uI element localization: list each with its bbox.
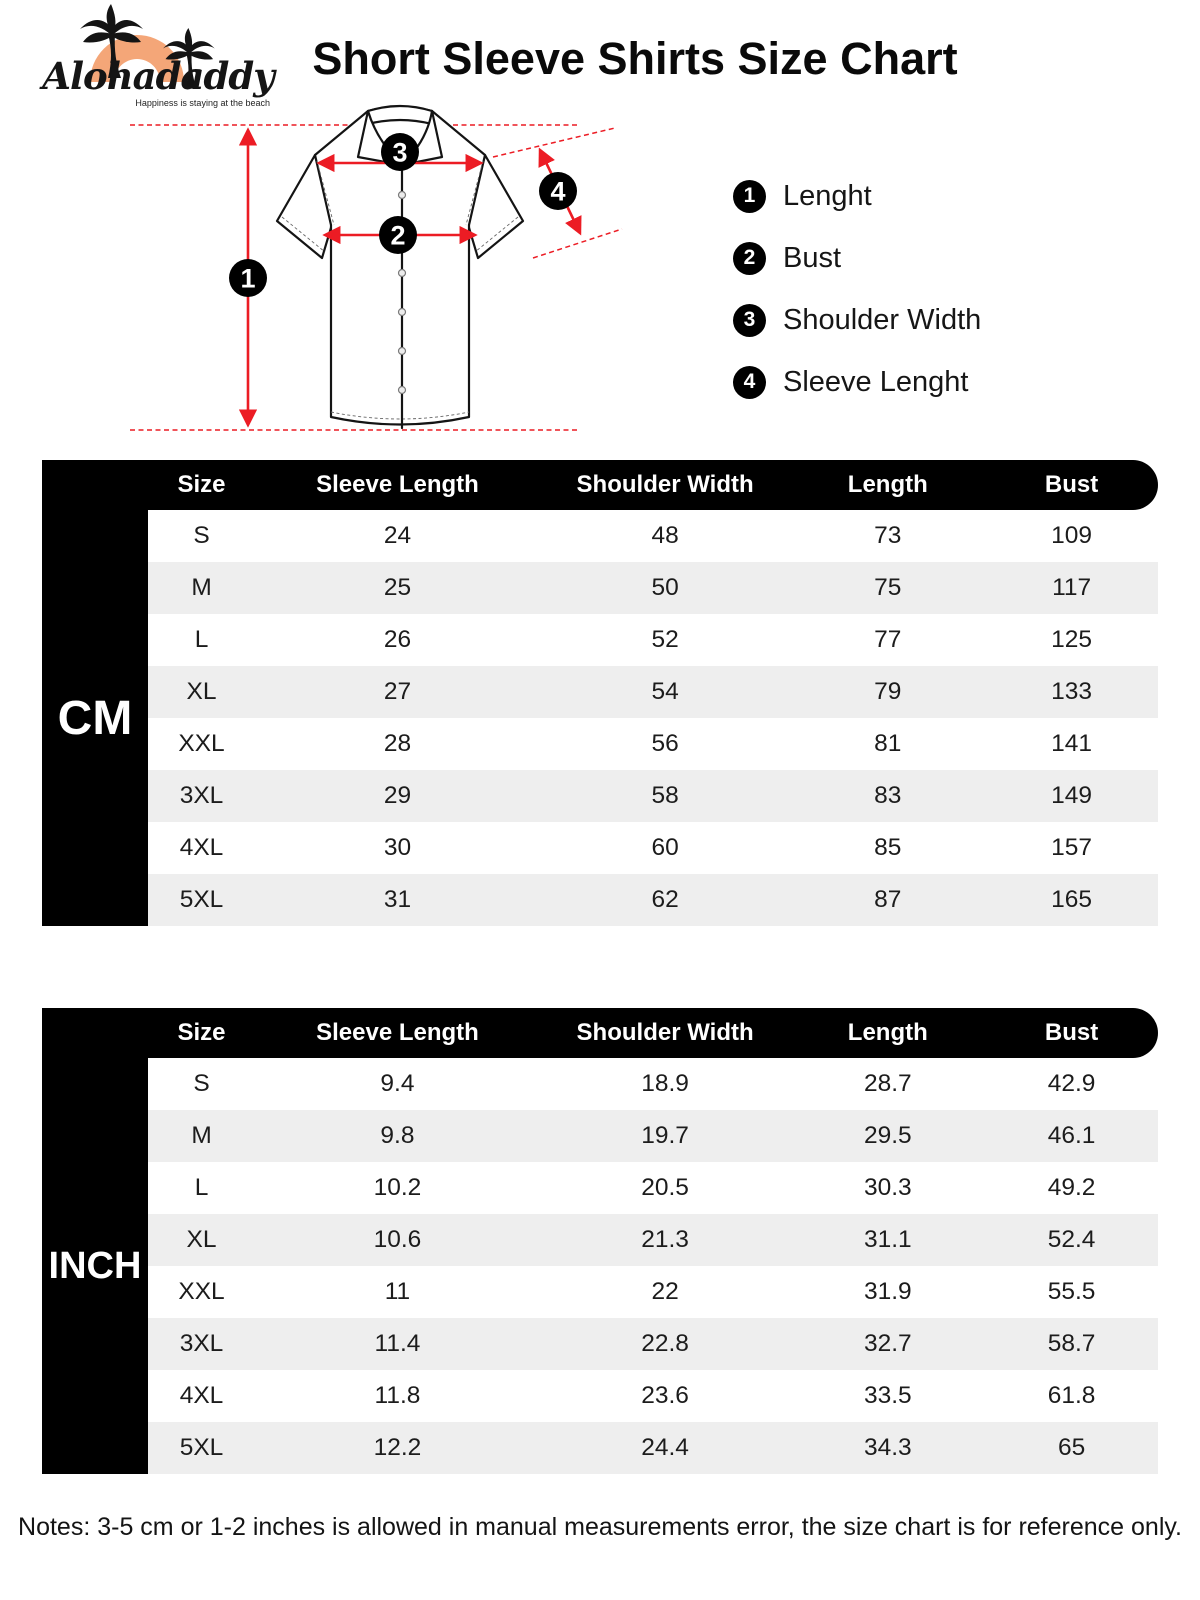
table-cell: 31.1 bbox=[863, 1226, 912, 1253]
button-icon bbox=[399, 270, 406, 277]
button-icon bbox=[399, 192, 406, 199]
table-row bbox=[148, 718, 1158, 770]
legend-badge-2: 2 bbox=[733, 242, 766, 275]
legend-item-sleeve-length bbox=[733, 364, 981, 400]
table-row bbox=[148, 1370, 1158, 1422]
sleeve-guide-line bbox=[493, 128, 615, 157]
table-cell: 109 bbox=[1051, 522, 1093, 549]
brand-name: Alohadaddy bbox=[42, 54, 274, 98]
table-cell: 149 bbox=[1051, 782, 1093, 809]
table-cell: 21.3 bbox=[641, 1226, 689, 1253]
table-cell: 58.7 bbox=[1047, 1330, 1096, 1357]
column-header: Length bbox=[847, 471, 928, 498]
table-cell: 117 bbox=[1052, 574, 1092, 601]
notes-text: Notes: 3-5 cm or 1-2 inches is allowed in manual measurements error, the size chart is for reference only. bbox=[18, 1513, 1182, 1541]
table-row bbox=[148, 1162, 1158, 1214]
table-row bbox=[148, 1422, 1158, 1474]
table-cell: 157 bbox=[1051, 834, 1093, 861]
measure-badge-2 bbox=[379, 216, 417, 254]
table-cell: L bbox=[194, 626, 209, 653]
legend-item-length bbox=[733, 178, 981, 214]
table-row bbox=[148, 822, 1158, 874]
page-title: Short Sleeve Shirts Size Chart bbox=[312, 33, 958, 84]
legend-label: Lenght bbox=[783, 179, 872, 212]
table-cell: 60 bbox=[651, 834, 679, 861]
table-cell: 79 bbox=[874, 678, 902, 705]
table-cell: 18.9 bbox=[641, 1070, 689, 1097]
table-cell: 55.5 bbox=[1047, 1278, 1096, 1305]
cm-table-rows bbox=[148, 510, 1158, 926]
table-cell: 3XL bbox=[179, 1330, 224, 1357]
svg-text:4: 4 bbox=[550, 176, 566, 207]
table-cell: 81 bbox=[874, 730, 902, 757]
table-cell: 133 bbox=[1051, 678, 1093, 705]
table-cell: M bbox=[191, 574, 212, 601]
legend-badge-3: 3 bbox=[733, 304, 766, 337]
table-row bbox=[148, 874, 1158, 926]
table-cell: 23.6 bbox=[641, 1382, 689, 1409]
table-cell: 42.9 bbox=[1047, 1070, 1096, 1097]
table-cell: 50 bbox=[651, 574, 679, 601]
table-cell: M bbox=[191, 1122, 212, 1149]
column-header: Shoulder Width bbox=[576, 471, 754, 498]
table-row bbox=[148, 614, 1158, 666]
table-cell: 125 bbox=[1051, 626, 1093, 653]
table-cell: 34.3 bbox=[863, 1434, 912, 1461]
table-cell: 22.8 bbox=[641, 1330, 689, 1357]
table-cell: XL bbox=[186, 1226, 217, 1253]
table-row bbox=[148, 666, 1158, 718]
table-cell: 31 bbox=[383, 886, 412, 913]
inch-table-rows bbox=[148, 1058, 1158, 1474]
column-header: Bust bbox=[1044, 471, 1099, 498]
table-cell: 54 bbox=[651, 678, 679, 705]
legend-label: Sleeve Lenght bbox=[783, 365, 969, 398]
table-row bbox=[148, 1318, 1158, 1370]
button-icon bbox=[399, 387, 406, 394]
table-row bbox=[148, 1058, 1158, 1110]
measure-badge-4 bbox=[539, 172, 577, 210]
inch-size-table bbox=[42, 1008, 1158, 1474]
table-cell: 27 bbox=[383, 678, 412, 705]
brand-tagline: Happiness is staying at the beach bbox=[135, 98, 270, 108]
column-header: Bust bbox=[1044, 1019, 1099, 1046]
column-header: Length bbox=[847, 1019, 928, 1046]
table-cell: 20.5 bbox=[641, 1174, 689, 1201]
table-cell: 46.1 bbox=[1047, 1122, 1096, 1149]
cm-size-table bbox=[42, 460, 1158, 926]
table-cell: 29.5 bbox=[863, 1122, 912, 1149]
table-cell: 30 bbox=[383, 834, 412, 861]
inch-table-header-row bbox=[42, 1008, 1158, 1058]
table-cell: 56 bbox=[651, 730, 679, 757]
table-cell: XL bbox=[186, 678, 217, 705]
table-cell: 5XL bbox=[179, 886, 224, 913]
table-row bbox=[148, 562, 1158, 614]
table-cell: 85 bbox=[874, 834, 902, 861]
table-cell: 12.2 bbox=[373, 1434, 422, 1461]
table-cell: 26 bbox=[383, 626, 412, 653]
table-cell: 11.4 bbox=[374, 1330, 421, 1357]
table-cell: 33.5 bbox=[863, 1382, 912, 1409]
table-cell: 83 bbox=[874, 782, 902, 809]
table-row bbox=[148, 770, 1158, 822]
column-header: Size bbox=[177, 471, 226, 498]
legend-item-shoulder-width bbox=[733, 302, 981, 338]
table-cell: 4XL bbox=[179, 834, 224, 861]
table-cell: 75 bbox=[874, 574, 902, 601]
table-cell: 165 bbox=[1051, 886, 1093, 913]
measure-badge-1 bbox=[229, 259, 267, 297]
table-cell: 48 bbox=[651, 522, 679, 549]
table-row bbox=[148, 510, 1158, 562]
table-cell: 22 bbox=[651, 1278, 679, 1305]
table-cell: 62 bbox=[651, 886, 679, 913]
cm-unit-label: CM bbox=[42, 510, 148, 926]
table-cell: 65 bbox=[1057, 1434, 1086, 1461]
table-cell: 24.4 bbox=[641, 1434, 689, 1461]
table-cell: 25 bbox=[383, 574, 412, 601]
table-cell: 4XL bbox=[179, 1382, 224, 1409]
table-cell: 58 bbox=[651, 782, 679, 809]
column-header: Size bbox=[177, 1019, 226, 1046]
table-cell: 52 bbox=[651, 626, 679, 653]
table-row bbox=[148, 1266, 1158, 1318]
table-cell: 28 bbox=[383, 730, 412, 757]
table-cell: 11 bbox=[384, 1278, 411, 1305]
legend-badge-4: 4 bbox=[733, 366, 766, 399]
column-header: Sleeve Length bbox=[316, 471, 479, 498]
table-cell: 11.8 bbox=[374, 1382, 421, 1409]
table-cell: 10.6 bbox=[373, 1226, 422, 1253]
table-cell: XXL bbox=[178, 730, 225, 757]
svg-text:3: 3 bbox=[392, 137, 408, 168]
table-cell: 5XL bbox=[179, 1434, 224, 1461]
table-cell: 141 bbox=[1051, 730, 1093, 757]
table-cell: XXL bbox=[178, 1278, 225, 1305]
table-cell: 31.9 bbox=[863, 1278, 912, 1305]
column-header: Shoulder Width bbox=[576, 1019, 754, 1046]
legend-item-bust bbox=[733, 240, 981, 276]
table-cell: 87 bbox=[874, 886, 902, 913]
table-cell: 9.8 bbox=[380, 1122, 415, 1149]
table-cell: 61.8 bbox=[1047, 1382, 1096, 1409]
table-cell: S bbox=[193, 522, 210, 549]
table-cell: 24 bbox=[383, 522, 412, 549]
table-cell: 30.3 bbox=[863, 1174, 912, 1201]
table-cell: 3XL bbox=[179, 782, 224, 809]
table-cell: 29 bbox=[383, 782, 412, 809]
table-row bbox=[148, 1214, 1158, 1266]
legend-label: Shoulder Width bbox=[783, 303, 982, 336]
sleeve-guide-line bbox=[533, 229, 622, 258]
table-cell: 19.7 bbox=[641, 1122, 689, 1149]
column-header: Sleeve Length bbox=[316, 1019, 479, 1046]
svg-text:2: 2 bbox=[390, 220, 406, 251]
cm-table-header-row bbox=[42, 460, 1158, 510]
table-cell: S bbox=[193, 1070, 210, 1097]
table-cell: 32.7 bbox=[863, 1330, 912, 1357]
svg-text:1: 1 bbox=[240, 263, 256, 294]
button-icon bbox=[399, 309, 406, 316]
table-cell: 77 bbox=[874, 626, 902, 653]
legend-label: Bust bbox=[783, 241, 842, 274]
table-cell: 9.4 bbox=[380, 1070, 415, 1097]
table-row bbox=[148, 1110, 1158, 1162]
shirt-measurement-diagram bbox=[125, 95, 625, 445]
measure-badge-3 bbox=[381, 133, 419, 171]
measurement-legend bbox=[733, 178, 981, 400]
inch-unit-label: INCH bbox=[42, 1058, 148, 1474]
button-icon bbox=[399, 348, 406, 355]
table-cell: 28.7 bbox=[863, 1070, 912, 1097]
legend-badge-1: 1 bbox=[733, 180, 766, 213]
table-cell: 49.2 bbox=[1047, 1174, 1096, 1201]
table-cell: 73 bbox=[874, 522, 902, 549]
table-cell: 52.4 bbox=[1047, 1226, 1096, 1253]
table-cell: 10.2 bbox=[373, 1174, 422, 1201]
table-cell: L bbox=[194, 1174, 209, 1201]
